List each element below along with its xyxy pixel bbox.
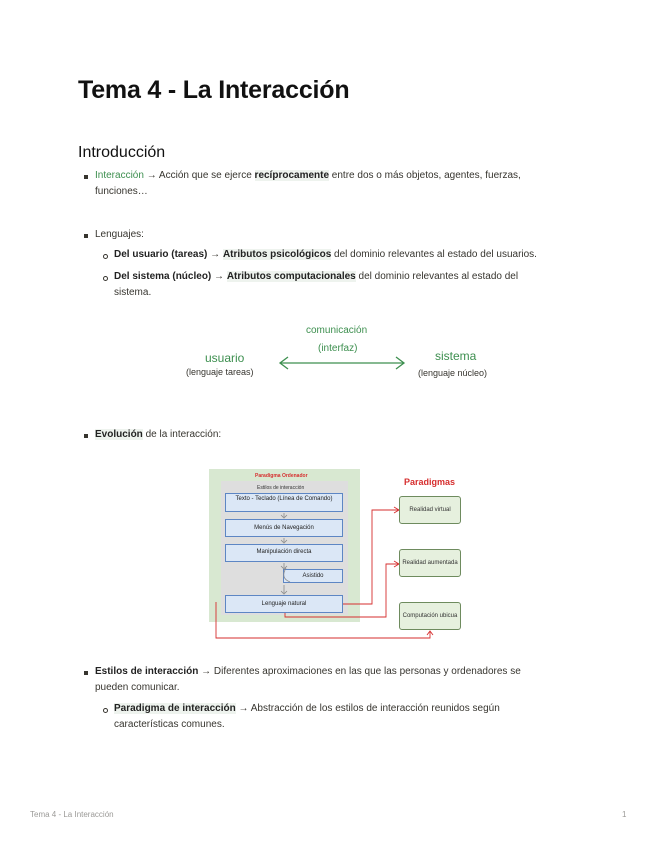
style-box-lenguaje: Lenguaje natural (225, 595, 343, 613)
bullet (84, 671, 88, 675)
sistema-arrow: → (211, 271, 227, 282)
paradigm-realidad-virtual: Realidad virtual (399, 496, 461, 524)
estilos-paragraph (95, 664, 575, 696)
page-title: Tema 4 - La Interacción (78, 76, 350, 104)
usuario-bold: Atributos psicológicos (222, 249, 332, 260)
paradigma-bold: Paradigma de interacción (114, 703, 236, 714)
bullet (84, 234, 88, 238)
paradigma-rest: → Abstracción de los estilos de interacción reunidos según (235, 703, 500, 714)
bidirectional-arrow-icon (276, 355, 408, 371)
page-number: 1 (622, 810, 627, 819)
intro-paragraph (95, 168, 575, 200)
paradigm-realidad-aumentada: Realidad aumentada (399, 549, 461, 577)
paradigm-computacion-ubicua: Computación ubicua (399, 602, 461, 630)
estilos-term: Estilos de interacción (95, 666, 199, 677)
bullet (84, 175, 88, 179)
comm-left-label: usuario (205, 351, 245, 365)
bullet (84, 434, 88, 438)
comm-top-label: comunicación (306, 325, 368, 336)
lenguajes-item-usuario (114, 247, 584, 263)
sistema-term: Del sistema (núcleo) (114, 271, 212, 282)
evolucion-rest: de la interacción: (142, 429, 222, 440)
intro-rest: entre dos o más objetos, agentes, fuerzas, (329, 170, 521, 181)
style-box-manipulacion: Manipulación directa (225, 544, 343, 562)
style-box-menus: Menús de Navegación (225, 519, 343, 537)
section-heading: Introducción (78, 144, 166, 161)
intro-bold: recíprocamente (254, 170, 330, 181)
intro-arrow-text: → Acción que se ejerce (143, 170, 255, 181)
style-box-texto: Texto - Teclado (Línea de Comando) (225, 493, 343, 512)
evolucion-paragraph (95, 427, 221, 443)
usuario-term: Del usuario (tareas) (114, 249, 208, 260)
style-box-asistido: Asistido (283, 569, 343, 583)
paradigma-line2: características comunes. (114, 719, 225, 730)
comm-left-sub: (lenguaje tareas) (186, 367, 254, 377)
sistema-rest: del dominio relevantes al estado del (355, 271, 519, 282)
lenguajes-label: Lenguajes: (95, 229, 144, 240)
lenguajes-item-sistema (114, 269, 584, 301)
sub-bullet (103, 254, 108, 259)
sistema-line2: sistema. (114, 287, 152, 298)
usuario-rest: del dominio relevantes al estado del usuarios. (331, 249, 537, 260)
sub-bullet (103, 708, 108, 713)
paradigms-title: Paradigmas (404, 477, 456, 487)
footer-title: Tema 4 - La Interacción (30, 810, 114, 819)
evolucion-bold: Evolución (95, 429, 143, 440)
paradigma-paragraph (114, 701, 574, 733)
intro-term: Interacción (95, 170, 144, 181)
comm-mid-label: (interfaz) (318, 343, 358, 354)
panel-title: Paradigma Ordenador (255, 473, 308, 479)
sistema-bold: Atributos computacionales (226, 271, 356, 282)
comm-right-sub: (lenguaje núcleo) (418, 368, 488, 378)
estilos-rest: → Diferentes aproximaciones en las que las personas y ordenadores se (198, 666, 521, 677)
panel-subtitle: Estilos de interacción (257, 485, 305, 491)
usuario-arrow: → (207, 249, 223, 260)
comm-right-label: sistema (435, 349, 477, 363)
estilos-line2: pueden comunicar. (95, 682, 180, 693)
sub-bullet (103, 276, 108, 281)
intro-line2: funciones… (95, 186, 148, 197)
